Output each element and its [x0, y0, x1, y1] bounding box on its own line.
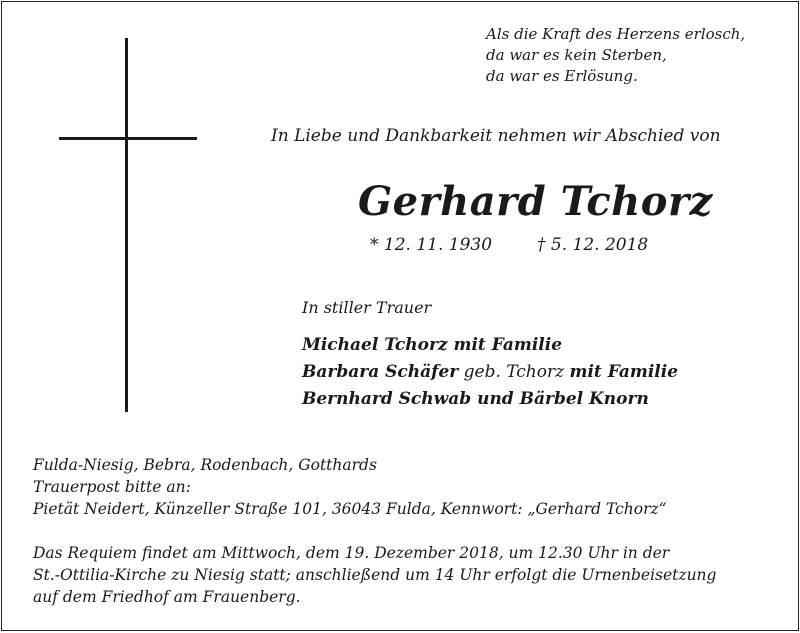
cross-icon-vertical-bar — [125, 38, 128, 412]
mourner-maiden-name: geb. Tchorz — [458, 362, 570, 382]
death-date: † 5. 12. 2018 — [537, 235, 649, 255]
places-line: Fulda-Niesig, Bebra, Rodenbach, Gotthards — [33, 456, 377, 474]
mourner-line: Bernhard Schwab und Bärbel Knorn — [302, 389, 649, 409]
address-info — [33, 454, 667, 520]
requiem-line: Das Requiem findet am Mittwoch, dem 19. Dezember 2018, um 12.30 Uhr in der — [33, 544, 670, 562]
motto-verse — [486, 24, 745, 87]
mourner-line — [302, 359, 678, 386]
mourners-list — [302, 332, 678, 413]
cross-icon-horizontal-bar — [59, 137, 197, 140]
deceased-name: Gerhard Tchorz — [358, 178, 713, 225]
mourner-line: Michael Tchorz mit Familie — [302, 335, 563, 355]
motto-line: da war es Erlösung. — [486, 67, 638, 85]
mourners-label: In stiller Trauer — [302, 298, 432, 317]
mail-address: Pietät Neidert, Künzeller Straße 101, 36043 Fulda, Kennwort: „Gerhard Tchorz“ — [33, 500, 667, 518]
obituary-notice — [1, 1, 799, 631]
requiem-info — [33, 542, 716, 608]
mourner-suffix: mit Familie — [569, 362, 679, 382]
mail-label: Trauerpost bitte an: — [33, 478, 191, 496]
birth-date: * 12. 11. 1930 — [370, 235, 493, 255]
requiem-line: St.-Ottilia-Kirche zu Niesig statt; anschließend um 14 Uhr erfolgt die Urnenbeisetzung — [33, 566, 717, 584]
mourner-name: Barbara Schäfer — [302, 362, 459, 382]
motto-line: Als die Kraft des Herzens erlosch, — [486, 25, 746, 43]
requiem-line: auf dem Friedhof am Frauenberg. — [33, 588, 301, 606]
intro-line: In Liebe und Dankbarkeit nehmen wir Abschied von — [271, 126, 721, 146]
motto-line: da war es kein Sterben, — [486, 46, 667, 64]
